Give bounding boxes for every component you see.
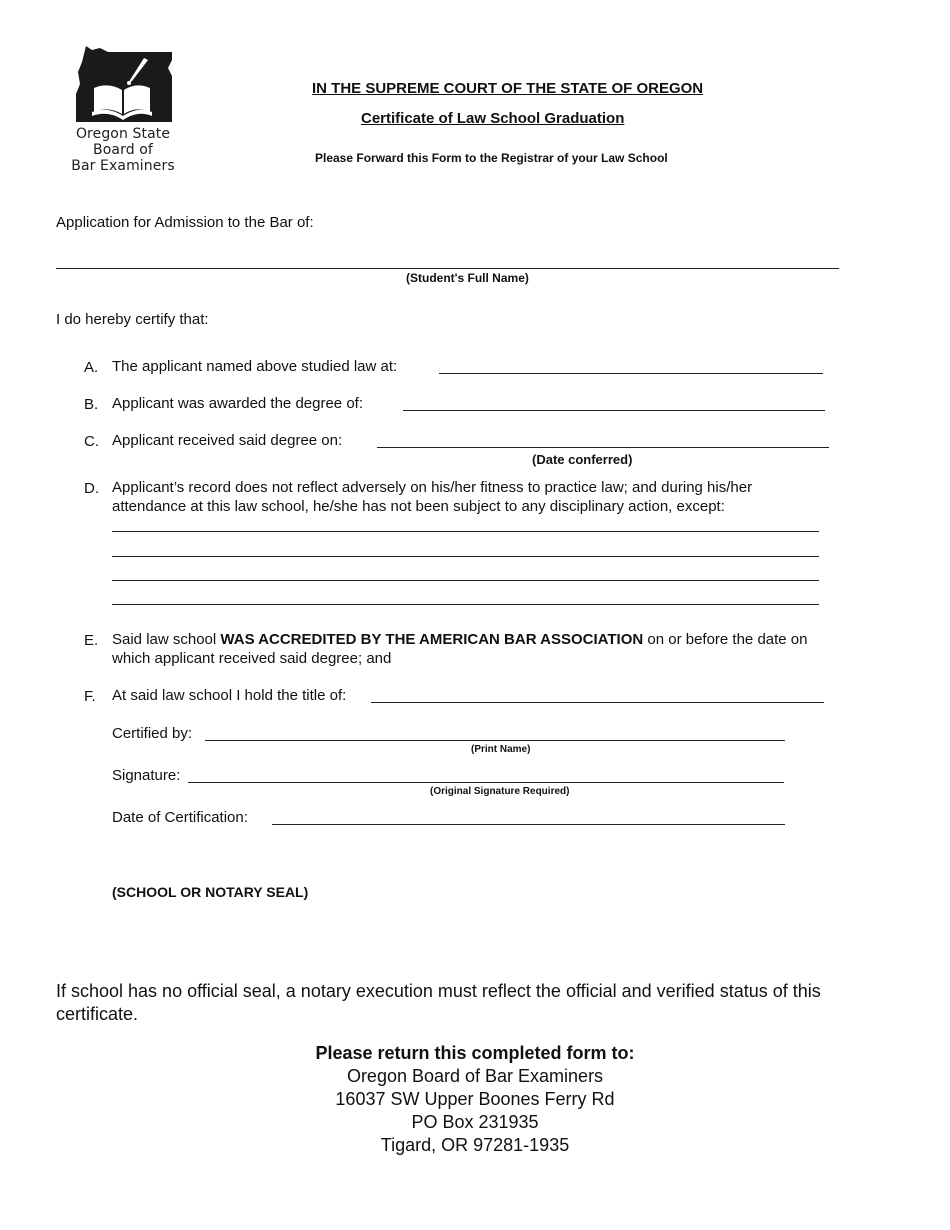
item-a-text: The applicant named above studied law at:	[112, 358, 398, 375]
logo-line-1: Oregon State	[75, 126, 171, 142]
return-street: 16037 SW Upper Boones Ferry Rd	[335, 1089, 615, 1109]
certify-intro: I do hereby certify that:	[56, 311, 209, 328]
return-address-block	[200, 1042, 750, 1157]
seal-notice: If school has no official seal, a notary execution must reflect the official and verified status of this certificate.	[56, 981, 821, 1024]
signature-label: Signature:	[112, 767, 181, 784]
exception-line-4[interactable]	[112, 604, 819, 605]
exception-line-2[interactable]	[112, 556, 819, 557]
return-city: Tigard, OR 97281-1935	[380, 1135, 570, 1155]
forward-note: Please Forward this Form to the Registrar of your Law School	[315, 151, 668, 165]
item-f-letter: F.	[84, 688, 96, 705]
certified-by-label: Certified by:	[112, 725, 193, 742]
student-name-field[interactable]	[56, 268, 839, 269]
certificate-title: Certificate of Law School Graduation	[361, 110, 625, 127]
item-d-line-2: attendance at this law school, he/she has not been subject to any disciplinary action, except:	[112, 498, 725, 515]
item-b-letter: B.	[84, 396, 99, 413]
item-d-letter: D.	[84, 480, 99, 497]
degree-date-field[interactable]	[377, 447, 829, 448]
return-heading: Please return this completed form to:	[315, 1043, 635, 1063]
date-of-certification-label: Date of Certification:	[112, 809, 248, 826]
date-of-certification-field[interactable]	[272, 824, 785, 825]
osbbe-logo	[68, 44, 178, 174]
application-label: Application for Admission to the Bar of:	[56, 214, 314, 231]
return-po-box: PO Box 231935	[411, 1112, 539, 1132]
law-school-field[interactable]	[439, 373, 823, 374]
item-c-text: Applicant received said degree on:	[112, 432, 343, 449]
court-title: IN THE SUPREME COURT OF THE STATE OF OREGON	[312, 80, 704, 97]
signature-field[interactable]	[188, 782, 784, 783]
item-b-text: Applicant was awarded the degree of:	[112, 395, 363, 412]
logo-line-3: Bar Examiners	[71, 158, 175, 174]
seal-placeholder: (SCHOOL OR NOTARY SEAL)	[112, 884, 309, 900]
item-f-text: At said law school I hold the title of:	[112, 687, 347, 704]
degree-field[interactable]	[403, 410, 825, 411]
print-name-caption: (Print Name)	[471, 744, 531, 755]
item-d-line-1: Applicant’s record does not reflect adversely on his/her fitness to practice law; and during his/her	[112, 479, 753, 496]
item-e-letter: E.	[84, 632, 99, 649]
oregon-book-quill-icon	[72, 44, 176, 126]
student-name-caption: (Student's Full Name)	[406, 271, 529, 285]
item-e-pre: Said law school	[112, 631, 221, 648]
item-e-post: on or before the date on	[643, 631, 808, 648]
exception-line-1[interactable]	[112, 531, 819, 532]
item-a-letter: A.	[84, 359, 99, 376]
signature-note: (Original Signature Required)	[430, 786, 570, 797]
title-field[interactable]	[371, 702, 824, 703]
logo-line-2: Board of	[93, 142, 153, 158]
item-e-line-1	[112, 630, 808, 649]
date-conferred-caption: (Date conferred)	[532, 452, 633, 467]
return-org: Oregon Board of Bar Examiners	[346, 1066, 604, 1086]
item-e-line-2: which applicant received said degree; and	[112, 650, 392, 667]
exception-line-3[interactable]	[112, 580, 819, 581]
item-e-bold: WAS ACCREDITED BY THE AMERICAN BAR ASSOCIATION	[220, 631, 644, 648]
certified-by-field[interactable]	[205, 740, 785, 741]
item-c-letter: C.	[84, 433, 99, 450]
